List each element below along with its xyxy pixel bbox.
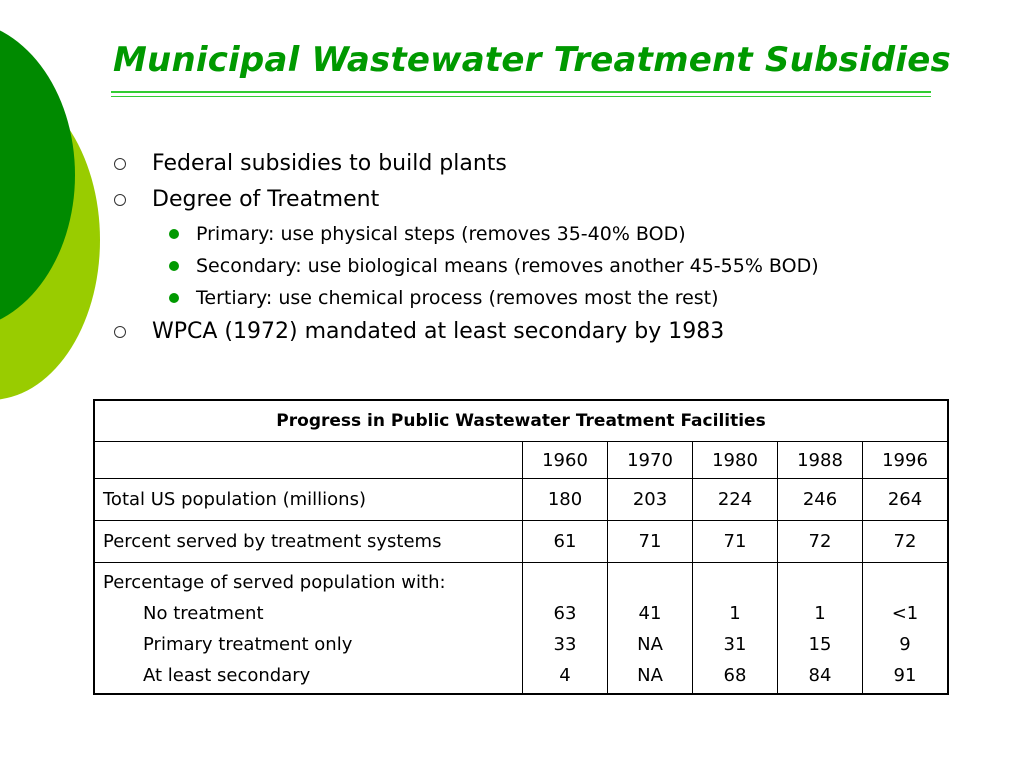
sub-bullet-item — [112, 218, 992, 250]
breakdown-column — [863, 563, 949, 695]
table-cell: 33 — [553, 634, 577, 655]
year-header: 1988 — [778, 442, 863, 479]
treatment-progress-table — [93, 399, 949, 695]
filled-circle-bullet-icon — [169, 293, 179, 303]
breakdown-row-label: No treatment — [143, 603, 264, 624]
table-cell: 72 — [778, 521, 863, 563]
hollow-circle-bullet-icon — [114, 326, 126, 338]
row-label: Total US population (millions) — [94, 479, 523, 521]
table-row — [94, 479, 948, 521]
table-cell: 180 — [523, 479, 608, 521]
table-cell: 203 — [608, 479, 693, 521]
table-cell: 84 — [808, 665, 832, 686]
breakdown-column — [778, 563, 863, 695]
year-header: 1970 — [608, 442, 693, 479]
table-cell: 68 — [723, 665, 747, 686]
table-cell: 41 — [638, 603, 662, 624]
breakdown-row-label: At least secondary — [143, 665, 311, 686]
table-cell: 264 — [863, 479, 949, 521]
breakdown-label-cell — [94, 563, 523, 695]
table-cell: 72 — [863, 521, 949, 563]
title-rule-thick — [111, 91, 931, 93]
hollow-circle-bullet-icon — [114, 158, 126, 170]
title-rule-thin — [111, 96, 931, 97]
table-cell: 1 — [729, 603, 741, 624]
table-caption: Progress in Public Wastewater Treatment Facilities — [94, 400, 948, 442]
hollow-circle-bullet-icon — [114, 194, 126, 206]
table-cell: 9 — [899, 634, 911, 655]
table-cell: NA — [637, 634, 663, 655]
table-cell: 71 — [693, 521, 778, 563]
table-row — [94, 521, 948, 563]
sub-bullet-text: Secondary: use biological means (removes another 45-55% BOD) — [196, 255, 819, 277]
breakdown-column — [608, 563, 693, 695]
bullet-text: WPCA (1972) mandated at least secondary by 1983 — [152, 319, 725, 344]
table-cell: 63 — [553, 603, 577, 624]
breakdown-column — [523, 563, 608, 695]
bullet-text: Federal subsidies to build plants — [152, 151, 507, 176]
table-cell: 91 — [893, 665, 917, 686]
filled-circle-bullet-icon — [169, 229, 179, 239]
table-cell: 246 — [778, 479, 863, 521]
bullet-item — [112, 314, 992, 350]
table-cell: 1 — [814, 603, 826, 624]
bullet-text: Degree of Treatment — [152, 187, 380, 212]
sub-bullet-item — [112, 282, 992, 314]
year-header: 1980 — [693, 442, 778, 479]
bullet-item — [112, 146, 992, 182]
sub-bullet-item — [112, 250, 992, 282]
table-cell: 71 — [608, 521, 693, 563]
sub-bullet-text: Primary: use physical steps (removes 35-40% BOD) — [196, 223, 686, 245]
breakdown-heading: Percentage of served population with: — [103, 572, 446, 593]
filled-circle-bullet-icon — [169, 261, 179, 271]
sub-bullet-text: Tertiary: use chemical process (removes most the rest) — [196, 287, 719, 309]
year-header: 1960 — [523, 442, 608, 479]
breakdown-row-label: Primary treatment only — [143, 634, 353, 655]
table-cell: NA — [637, 665, 663, 686]
slide-title: Municipal Wastewater Treatment Subsidies — [113, 40, 951, 80]
table-header-row — [94, 442, 948, 479]
table-cell: 15 — [808, 634, 832, 655]
table-caption-row — [94, 400, 948, 442]
table-row-breakdown — [94, 563, 948, 695]
bullet-item — [112, 182, 992, 218]
row-label: Percent served by treatment systems — [94, 521, 523, 563]
breakdown-column — [693, 563, 778, 695]
table-cell: 61 — [523, 521, 608, 563]
table-cell: <1 — [891, 603, 919, 624]
table-header-empty-cell — [94, 442, 523, 479]
year-header: 1996 — [863, 442, 949, 479]
table-cell: 31 — [723, 634, 747, 655]
bullet-list — [112, 146, 992, 350]
table-cell: 224 — [693, 479, 778, 521]
table-cell: 4 — [559, 665, 571, 686]
